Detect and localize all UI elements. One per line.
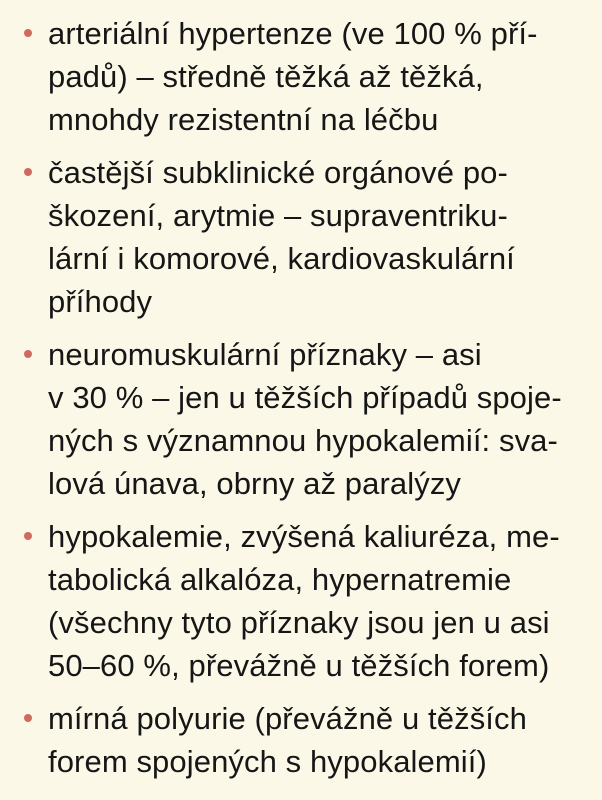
list-item-text <box>48 12 538 141</box>
bullet-icon <box>24 350 32 358</box>
text-line: častější subklinické orgánové po- <box>48 155 508 190</box>
bullet-icon <box>24 714 32 722</box>
text-line: neuromuskulární příznaky – asi <box>48 337 482 372</box>
text-line: ných s významnou hypokalemií: sva- <box>48 423 558 458</box>
text-line: tabolická alkalóza, hypernatremie <box>48 562 512 597</box>
list-item-text <box>48 151 515 323</box>
list-item-text <box>48 697 527 783</box>
bullet-icon <box>24 532 32 540</box>
text-line: škození, arytmie – supraventriku- <box>48 198 508 233</box>
text-line: příhody <box>48 284 153 319</box>
list-item <box>18 12 584 141</box>
bullet-icon <box>24 29 32 37</box>
list-item <box>18 151 584 323</box>
text-line: mnohdy rezistentní na léčbu <box>48 102 439 137</box>
list-item-text <box>48 515 560 687</box>
text-line: arteriální hypertenze (ve 100 % pří- <box>48 16 538 51</box>
bullet-icon <box>24 168 32 176</box>
list-item-text <box>48 333 562 505</box>
text-line: v 30 % – jen u těžších případů spoje- <box>48 380 562 415</box>
list-item <box>18 333 584 505</box>
text-line: padů) – středně těžká až těžká, <box>48 59 484 94</box>
list-item <box>18 515 584 687</box>
text-line: (všechny tyto příznaky jsou jen u asi <box>48 605 550 640</box>
text-line: hypokalemie, zvýšená kaliuréza, me- <box>48 519 560 554</box>
text-line: lární i komorové, kardiovaskulární <box>48 241 515 276</box>
text-line: 50–60 %, převážně u těžších forem) <box>48 648 550 683</box>
text-line: lová únava, obrny až paralýzy <box>48 466 462 501</box>
list-item <box>18 697 584 783</box>
text-line: mírná polyurie (převážně u těžších <box>48 701 527 736</box>
symptom-list <box>18 12 584 783</box>
text-line: forem spojených s hypokalemií) <box>48 744 487 779</box>
